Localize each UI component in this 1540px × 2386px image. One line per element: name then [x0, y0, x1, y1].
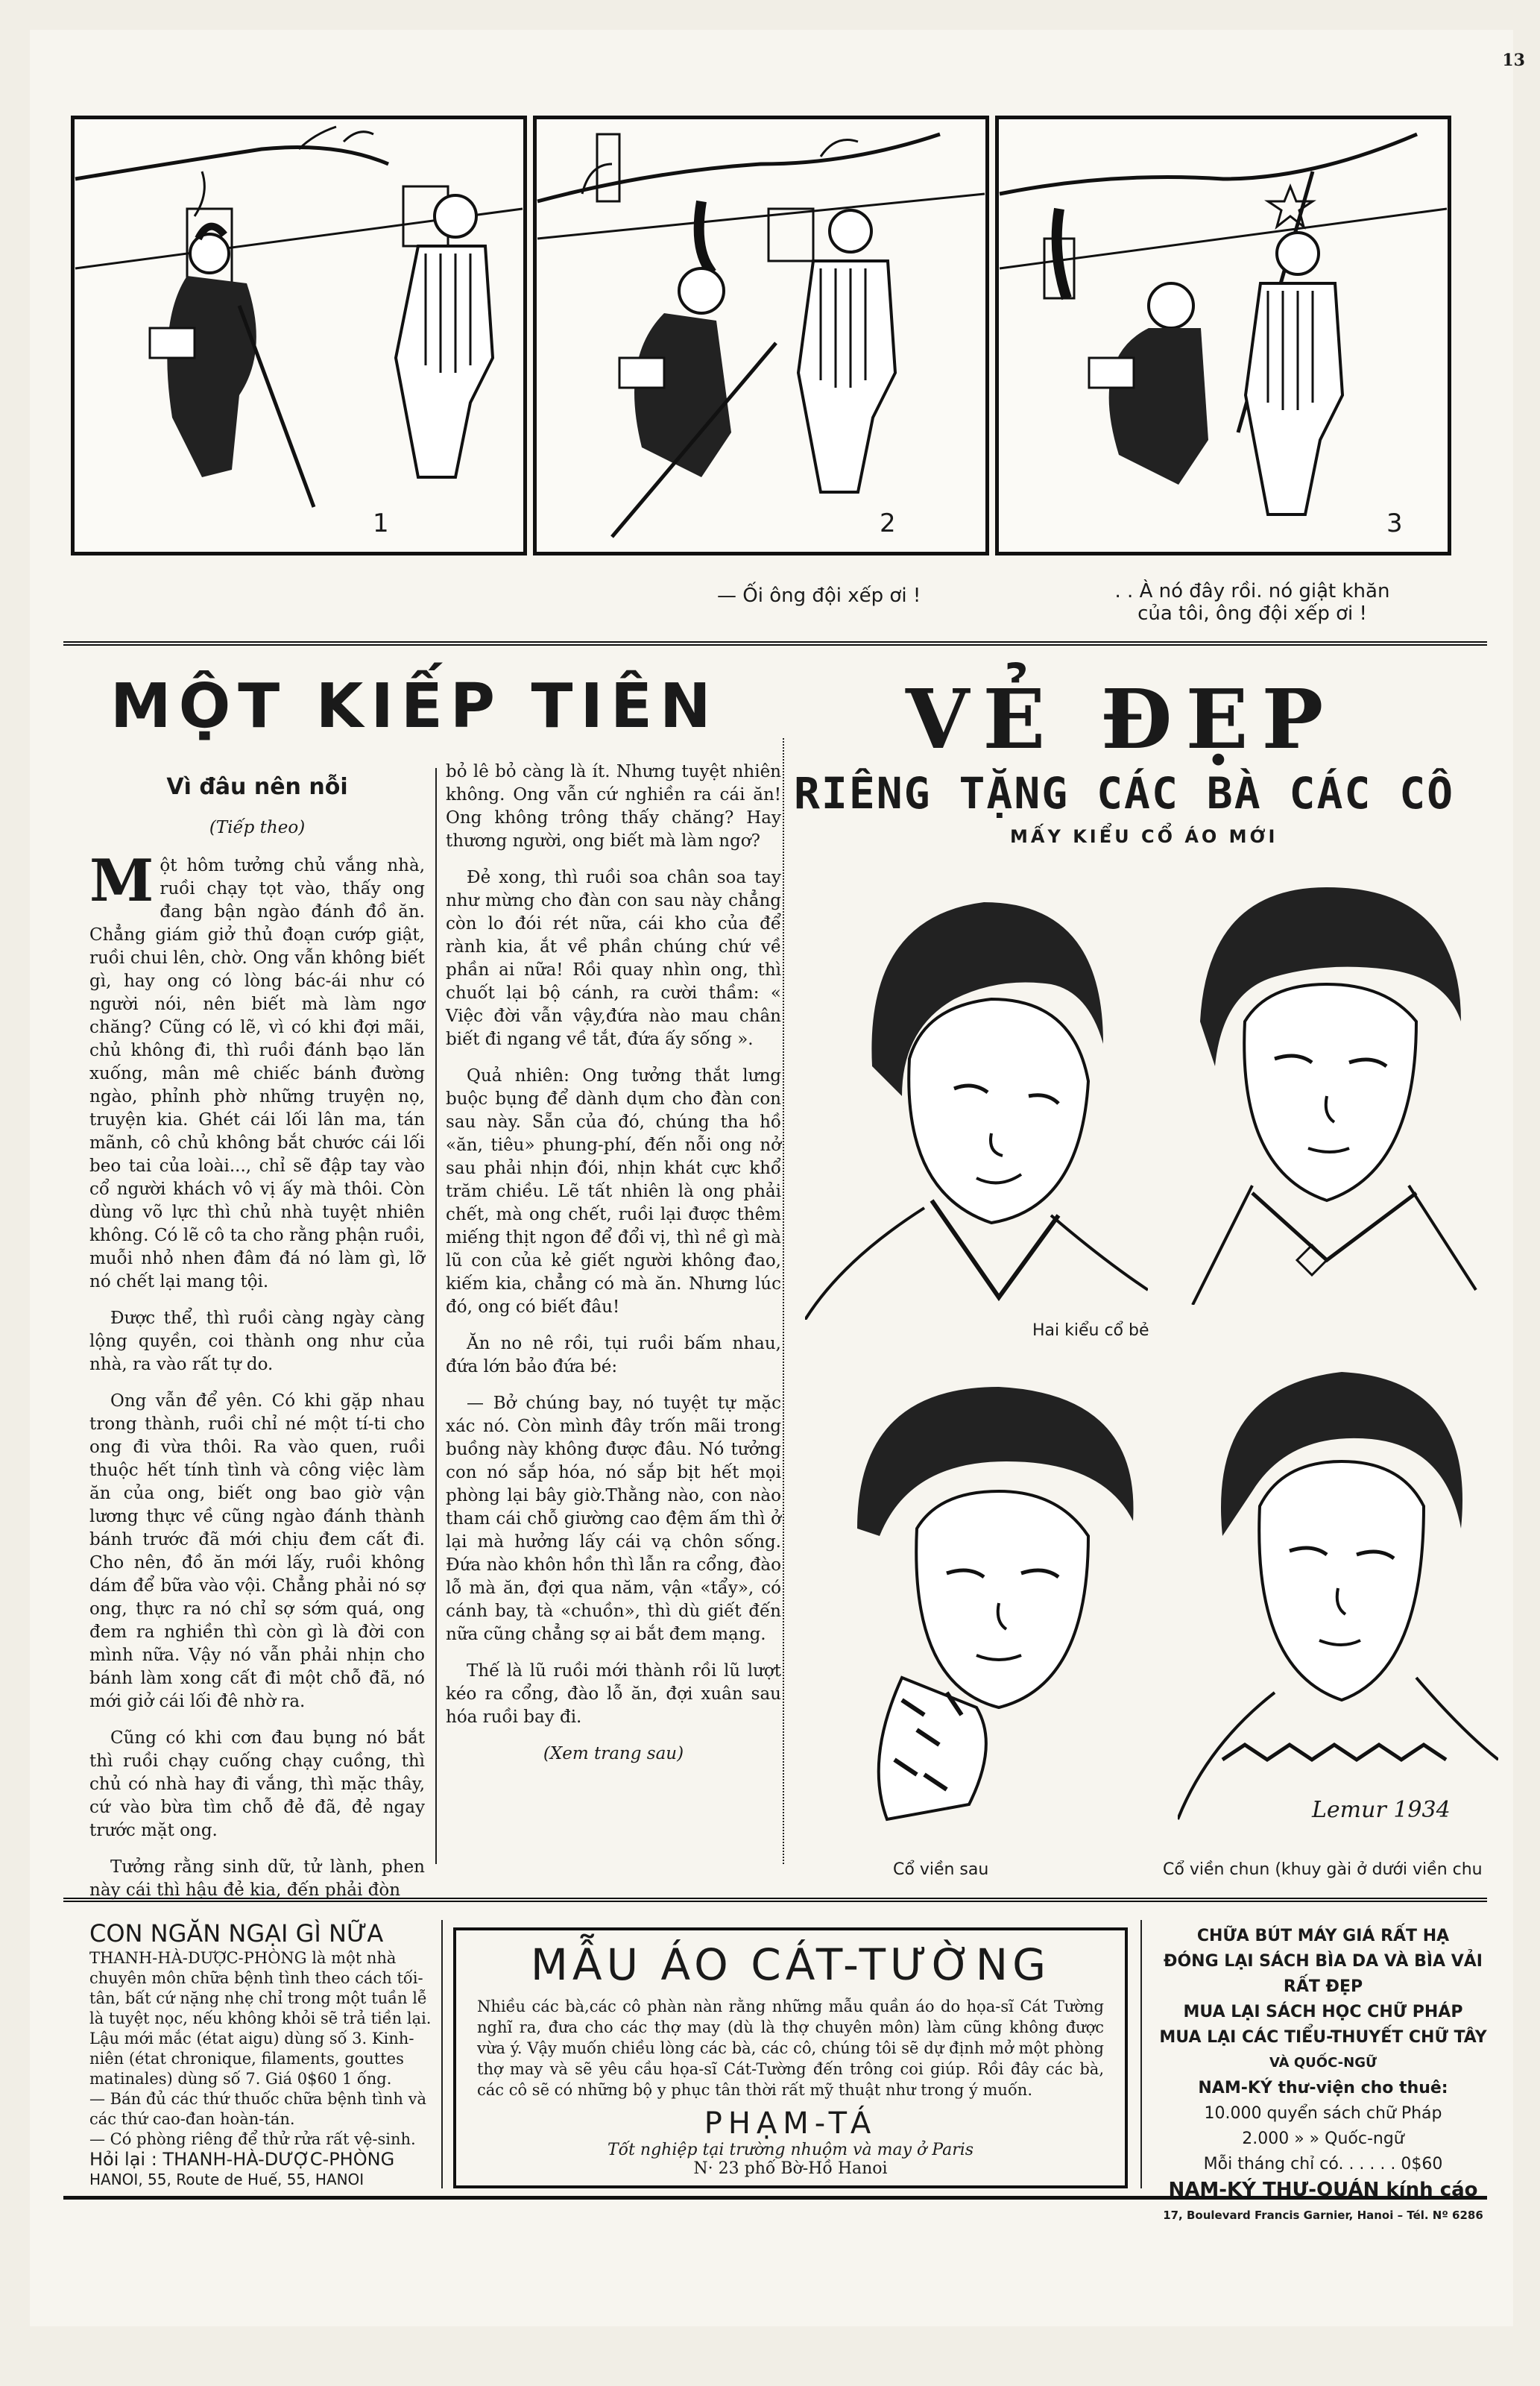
ad-divider: [1140, 1920, 1142, 2188]
ad-address: N· 23 phố Bờ-Hồ Hanoi: [693, 2159, 888, 2178]
article-paragraph: Ong vẫn để yên. Có khi gặp nhau trong thành, ruồi chỉ né một tí-ti cho ong đi vừa thôi. Ra vào quen, ruồi thuộc hết tính tình và công việc làm ăn của ong, biết ong bao giờ vận lương thực về cũng ngào đánh thành bánh trước đã mới chịu đem cất đi. Cho nên, đồ ăn mới lấy, ruồi không dám để bữa vào vội. Chẳng phải nó sợ ong, thực ra nó chỉ sợ sớm quá, ong đem ra nghiền thì còn gì là đời con mình nữa. Vậy nó vẫn phải nhịn cho bánh làm xong cất đi một chỗ đã, nó mới giở cái lối đê nhờ ra.: [89, 1391, 425, 1711]
image-caption-bottom-left: Cổ viền sau: [893, 1860, 989, 1879]
article-continued: (Xem trang sau): [543, 1744, 684, 1763]
page-number: 13: [1502, 51, 1525, 70]
ad-address: 17, Boulevard Francis Garnier, Hanoi – Tél. Nº 6286: [1163, 2209, 1483, 2222]
illustrator-signature: Lemur 1934: [1312, 1797, 1451, 1823]
comic-caption-right: [1066, 580, 1439, 625]
ad-line: ĐÓNG LẠI SÁCH BÌA DA VÀ BÌA VẢI RẤT ĐẸP: [1164, 1952, 1483, 1996]
feature-title: VẺ ĐẸP: [906, 671, 1337, 767]
section-divider: [63, 641, 1487, 646]
woman-portrait-drawing: [820, 1357, 1170, 1834]
feature-subtitle: RIÊNG TẶNG CÁC BÀ CÁC CÔ: [794, 768, 1455, 819]
woman-portrait-drawing: [1163, 872, 1498, 1305]
ad-line: Mỗi tháng chỉ có. . . . . . 0$60: [1203, 2155, 1443, 2173]
comic-panel-1-drawing: [75, 119, 523, 552]
comic-panel-1: [71, 116, 527, 555]
article-title: MỘT KIẾP TIÊN: [110, 671, 719, 742]
drop-cap: M: [89, 847, 154, 915]
comic-strip: [71, 116, 1487, 555]
article-note: (Tiếp theo): [209, 818, 306, 837]
feature-subtitle-2: MẤY KIỂU CỔ ÁO MỚI: [1010, 826, 1278, 847]
ad-headline: MẪU ÁO CÁT-TƯỜNG: [530, 1939, 1051, 1990]
ad-line: — Có phòng riêng để thử rửa rất vệ-sinh.: [89, 2130, 416, 2148]
comic-panel-2-drawing: [537, 119, 985, 552]
advertisement-pharmacy: [89, 1919, 432, 2190]
article-subtitle: Vì đâu nên nỗi: [166, 774, 348, 800]
ad-contact: Hỏi lại : THANH-HÀ-DƯỢC-PHÒNG: [89, 2149, 395, 2170]
ad-line: VÀ QUỐC-NGỮ: [1269, 2055, 1378, 2071]
comic-caption-right-line1: . . À nó đây rồi. nó giật khăn: [1114, 580, 1390, 602]
ad-line: — Bán đủ các thứ thuốc chữa bệnh tình và các thứ cao-đan hoàn-tán.: [89, 2090, 426, 2128]
article-paragraph: — Bở chúng bay, nó tuyệt tự mặc xác nó. Còn mình đây trốn mãi trong buồng này không được đâu. Nó tưởng con nó sắp hóa, nó sắp bịt hết mọi phòng lại bây giờ.Thằng nào, con nào tham cái chỗ giường cao đệm ấm thì ở lại mà hưởng lấy cái vạ chôn sống. Đứa nào khôn hồn thì lẫn ra cổng, đào lỗ mà ăn, đợi qua năm, vận «tẩy», có cánh bay, tà «chuồn», thì dù giết đến nữa cũng chẳng sợ ai bắt đem mạng.: [446, 1394, 781, 1644]
comic-caption-left: — Ối ông đội xếp ơi !: [717, 585, 921, 607]
bottom-rule: [63, 2196, 1487, 2200]
image-caption-top: Hai kiểu cổ bẻ: [1032, 1321, 1149, 1340]
ad-headline: CON NGĂN NGẠI GÌ NỮA: [89, 1919, 384, 1948]
portrait-illustration-1: [805, 872, 1148, 1320]
comic-panel-number: 3: [1386, 509, 1403, 538]
comic-panel-number: 1: [373, 509, 389, 538]
woman-portrait-drawing: [1178, 1342, 1498, 1827]
ad-line: 10.000 quyển sách chữ Pháp: [1204, 2104, 1442, 2123]
article-paragraph: Quả nhiên: Ong tưởng thắt lưng buộc bụng để dành dụm cho đàn con sau này. Sẵn của đó, chúng tha hồ «ăn, tiêu» phung-phí, đến nỗi ong nở sau phải nhịn đói, nhịn khát cực khổ trăm chiều. Lẽ tất nhiên là ong phải chết, mà ong chết, ruồi lại được thêm miếng thịt ngon để đổi vị, thì nề gì mà lũ con của kẻ giết người không đao, kiếm kia, chẳng có mà ăn. Nhưng lúc đó, ong có biết đâu!: [446, 1066, 781, 1317]
article-paragraph: Được thể, thì ruồi càng ngày càng lộng quyền, coi thành ong như của nhà, ra vào rất tự do.: [89, 1309, 425, 1374]
comic-panel-3: [995, 116, 1451, 555]
portrait-illustration-4: [1178, 1342, 1498, 1827]
article-column-1: [89, 775, 425, 1916]
ad-body: Nhiều các bà,các cô phàn nàn rằng những mẫu quần áo do họa-sĩ Cát Tường nghĩ ra, đưa cho các thợ may (dù là thợ chuyên môn) làm cũng không được vừa ý. Vậy muốn chiều lòng các bà, các cô, chúng tôi sẽ dự định mở một phòng thợ may và sẽ yêu cầu họa-sĩ Cát-Tường đến trông coi giúp. Rồi đây các bà, các cô sẽ có những bộ y phục tân thời rất mỹ thuật như trong ý muốn.: [477, 1998, 1104, 2099]
ad-line: CHỮA BÚT MÁY GIÁ RẤT HẠ: [1196, 1927, 1450, 1945]
ad-line: Lậu mới mắc (état aigu) dùng số 3. Kinh-niên (état chronique, filaments, gouttes matinales) dùng số 7. Giá 0$60 1 ống.: [89, 2030, 414, 2088]
portrait-illustration-2: [1163, 872, 1498, 1305]
ad-line: MUA LẠI CÁC TIỂU-THUYẾT CHỮ TÂY: [1159, 2028, 1487, 2047]
article-column-2: [446, 761, 781, 1779]
column-divider: [783, 738, 784, 1864]
ad-line: THANH-HÀ-DƯỢC-PHÒNG là một nhà chuyên môn chữa bệnh tình theo cách tối-tân, bất cứ nặng nhẹ chỉ trong một tuần lễ là tuyệt nọc, nếu không khỏi sẽ trả tiền lại.: [89, 1949, 432, 2027]
ad-subline: Tốt nghiệp tại trường nhuộm và may ở Paris: [607, 2141, 974, 2159]
column-divider: [435, 768, 437, 1864]
ad-line: NAM-KÝ thư-viện cho thuê:: [1198, 2079, 1448, 2097]
article-paragraph: bỏ lê bỏ càng là ít. Nhưng tuyệt nhiên không. Ong vẫn cứ nghiền ra cái ăn! Ong không trông thấy chăng? Hay thương người, ong biết mà làm ngơ?: [446, 762, 781, 851]
image-caption-bottom-right: Cổ viền chun (khuy gài ở dưới viền chu: [1163, 1860, 1483, 1879]
ad-line: 2.000 » » Quốc-ngữ: [1242, 2130, 1404, 2148]
ad-business-name: NAM-KÝ THƯ-QUÁN kính cáo: [1168, 2179, 1478, 2201]
comic-caption-right-line2: của tôi, ông đội xếp ơi !: [1137, 602, 1367, 625]
comic-panel-number: 2: [880, 509, 896, 538]
article-paragraph: Cũng có khi cơn đau bụng nó bắt thì ruồi chạy cuống chạy cuồng, thì chủ có nhà hay đi vắng, thì mặc thây, cứ vào bừa tìm chỗ đẻ đã, đẻ ngay trước mặt ong.: [89, 1728, 425, 1840]
ad-business-name: PHẠM-TÁ: [704, 2106, 877, 2141]
advertisement-bookstore: [1148, 1924, 1498, 2228]
article-paragraph: Đẻ xong, thì ruồi soa chân soa tay như mừng cho đàn con sau này chẳng còn lo đói rét nữa, cái kho của để rành kia, ắt về phần chúng chứ về phần ai nữa! Rồi quay nhìn ong, thì chuốt lại bộ cánh, ra cười thầm: « Việc đời vẫn vậy,đứa nào mau chân biết đi ngang về tắt, đứa ấy sống ».: [446, 868, 781, 1049]
ad-address: HANOI, 55, Route de Huế, 55, HANOI: [89, 2171, 365, 2188]
portrait-illustration-3: [820, 1357, 1170, 1834]
advertisement-tailor: [453, 1927, 1128, 2188]
comic-panel-2: [533, 116, 989, 555]
woman-portrait-drawing: [805, 872, 1148, 1320]
ad-divider: [441, 1920, 443, 2188]
ads-divider: [63, 1898, 1487, 1902]
article-paragraph: Tưởng rằng sinh dữ, tử lành, phen này cái thì hậu đẻ kia, đến phải đòn: [89, 1857, 425, 1900]
article-paragraph: Một hôm tưởng chủ vắng nhà, ruồi chạy tọt vào, thấy ong đang bận ngào đánh đồ ăn. Chẳng giám giở thủ đoạn cướp giật, ruồi chui lên, chờ. Ong vẫn không biết gì, hay ong có lòng bác-ái như có người nói, nên biết mà làm ngơ chăng? Cũng có lẽ, vì có khi đợi mãi, chủ không đi, thì ruồi đánh bạo lăn xuống, mân mê chiếc bánh đường ngào, phỉnh phờ những truyện nọ, truyện kia. Ghét cái lối lân ma, tán mãnh, cô chủ không bắt chước cái lối beo tai của loài..., chỉ sẽ đập tay vào cổ người khách vô vị ấy mà thôi. Còn dùng võ lực thì chủ nhà tuyệt nhiên không. Có lẽ cô ta cho rằng phận ruồi, muỗi nhỏ nhen đâm đá nó làm gì, lỡ nó chết lại mang tội.: [89, 847, 425, 1291]
article-paragraph: Thế là lũ ruồi mới thành rồi lũ lượt kéo ra cổng, đào lỗ ăn, đợi xuân sau hóa ruồi bay đi.: [446, 1661, 781, 1727]
ad-line: MUA LẠI SÁCH HỌC CHỮ PHÁP: [1183, 2003, 1463, 2021]
comic-panel-3-drawing: [999, 119, 1448, 552]
article-paragraph: Ăn no nê rồi, tụi ruồi bấm nhau, đứa lớn bảo đứa bé:: [446, 1334, 781, 1376]
